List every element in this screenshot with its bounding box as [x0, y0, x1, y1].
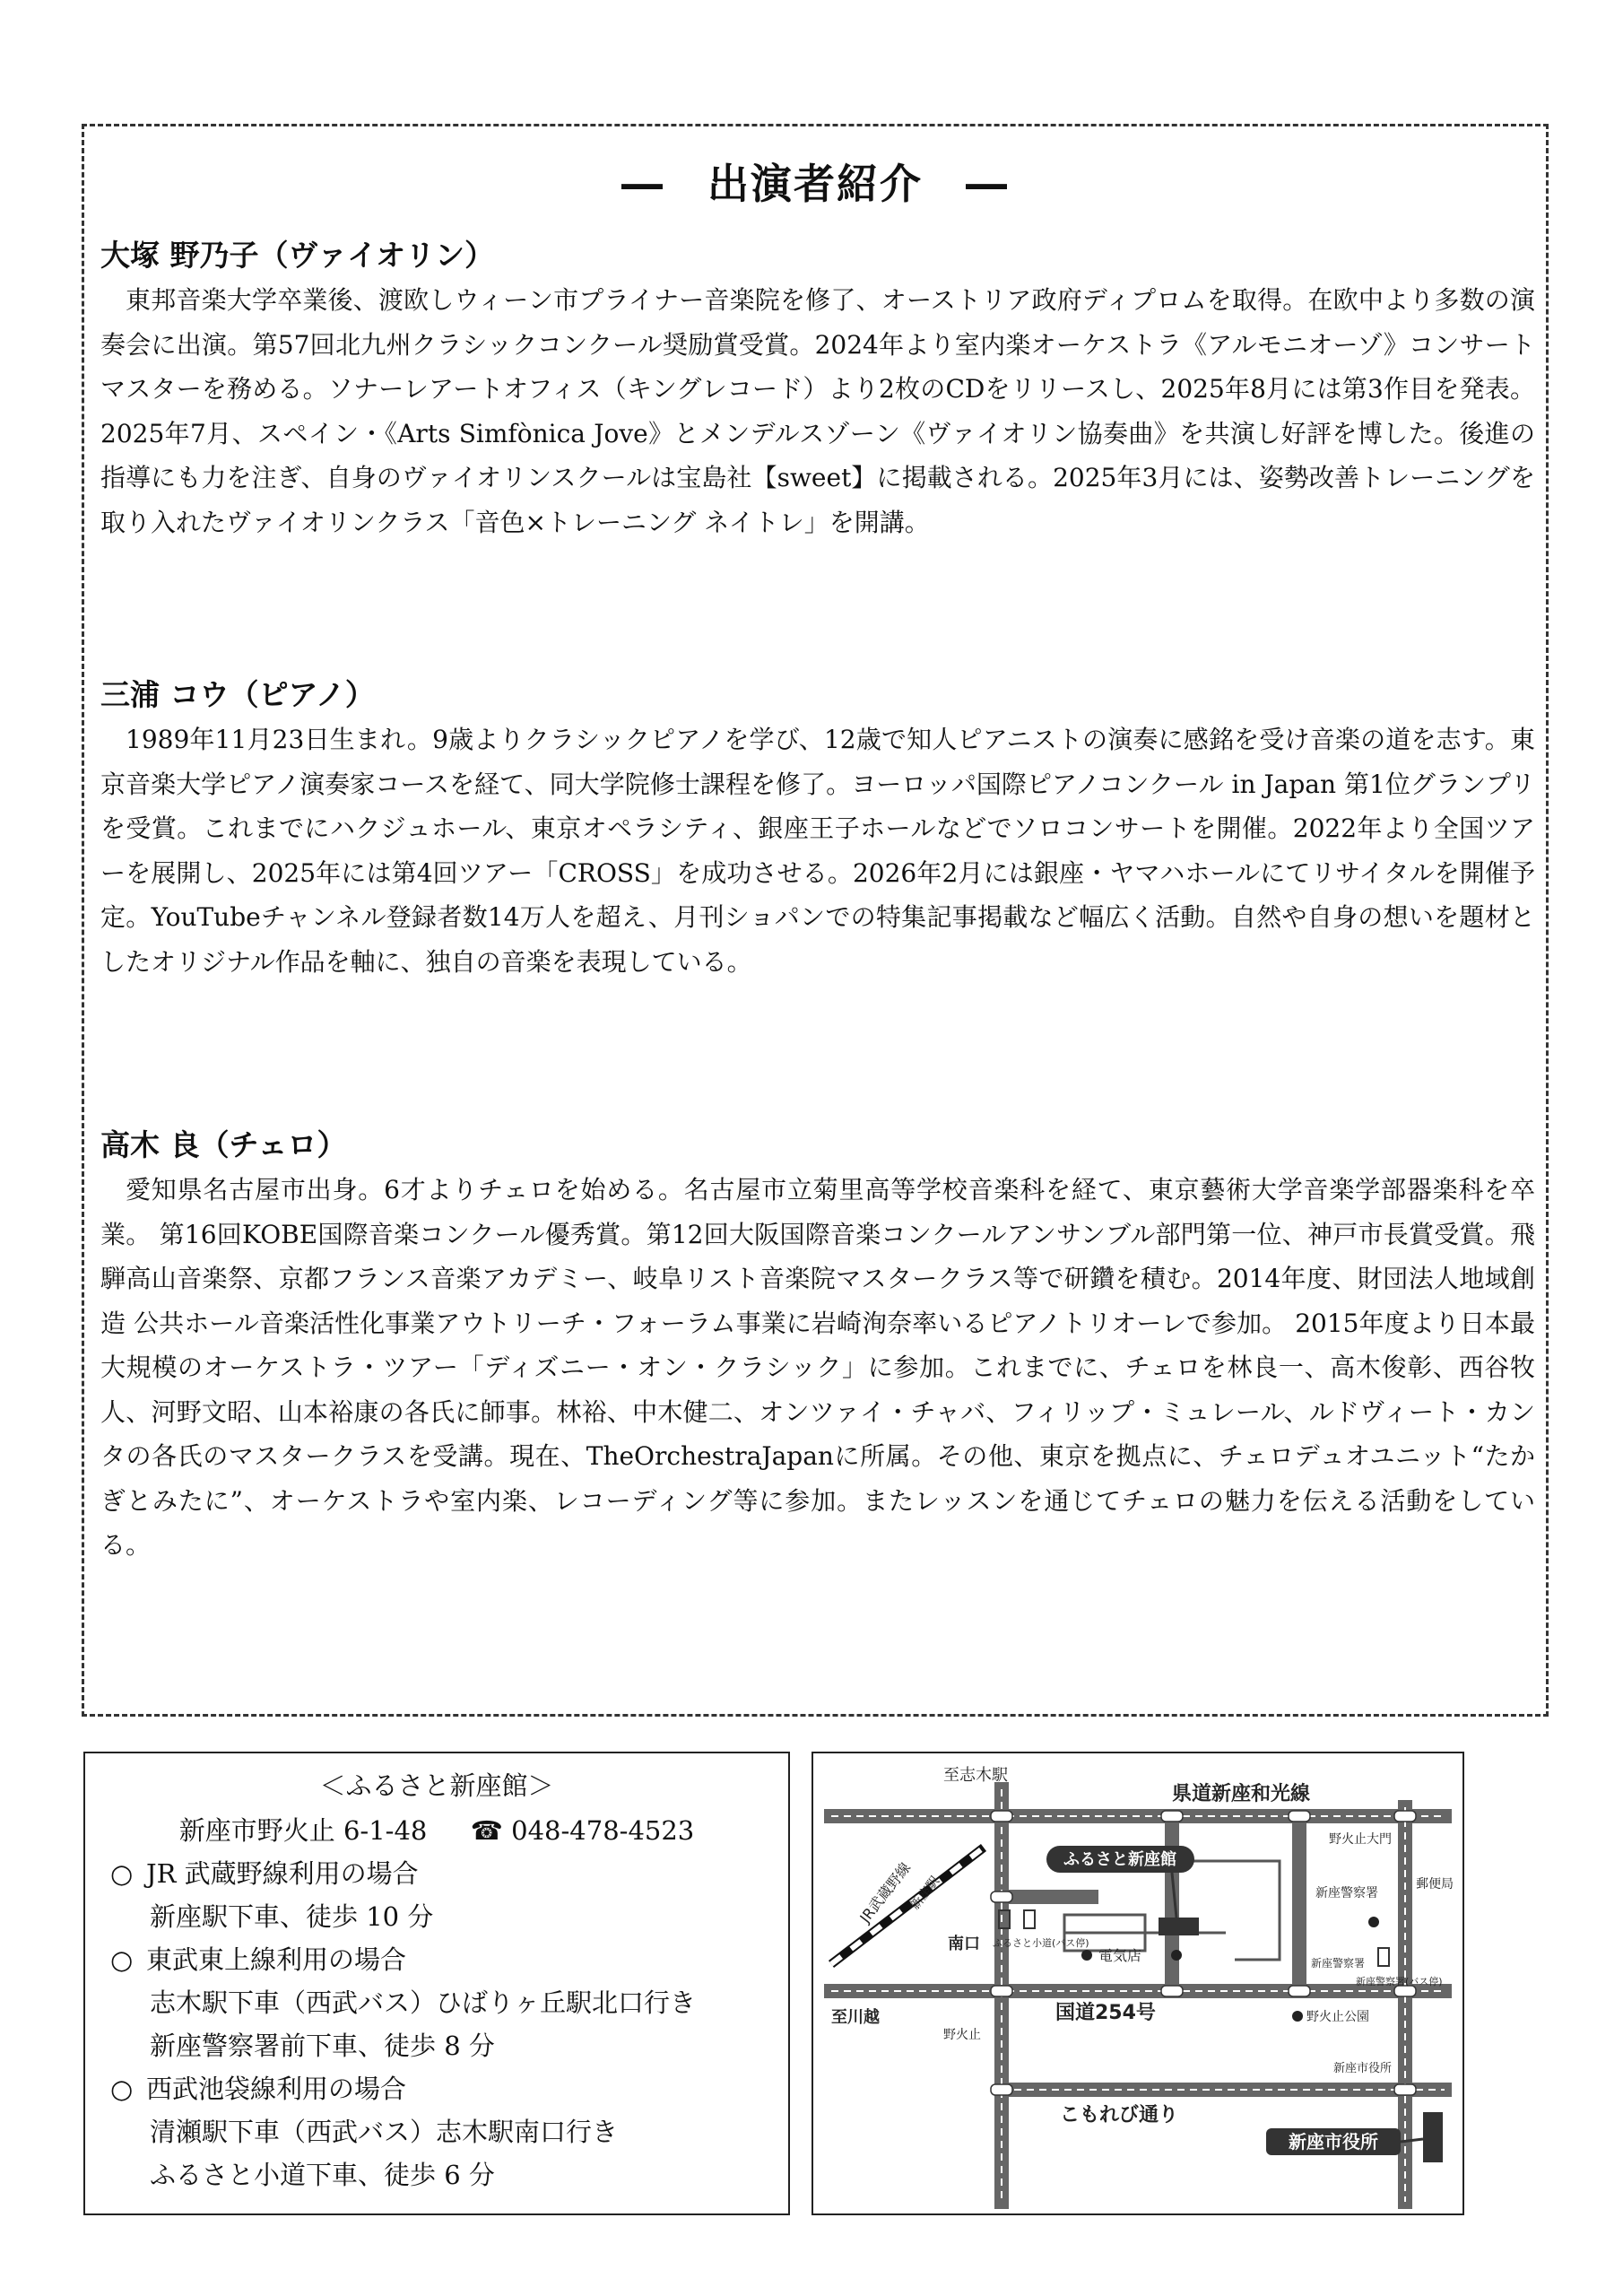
route-bullet: ○ [110, 1944, 134, 1975]
venue-phone: 048-478-4523 [511, 1815, 695, 1846]
venue-address-line [85, 1811, 788, 1848]
profile-bio: 東邦音楽大学卒業後、渡欧しウィーン市プライナー音楽院を修了、オーストリア政府ディプロムを取得。在欧中より多数の演奏会に出演。第57回北九州クラシックコンクール奨励賞受賞。2024年より室内楽オーケストラ《アルモニオーゾ》コンサートマスターを務める。ソナーレアートオフィス（キングレコード）より2枚のCDをリリースし、2025年8月には第3作目を発表。2025年7月、スペイン・《Arts Simfònica Jove》とメンデルスゾーン《ヴァイオリン協奏曲》を共演し好評を博した。後進の指導にも力を注ぎ、自身のヴァイオリンスクールは宝島社【sweet】に掲載される。2025年3月には、姿勢改善トレーニングを取り入れたヴァイオリンクラス「音色×トレーニング ネイトレ」を開講。 [100, 285, 1535, 537]
map-drawing [813, 1753, 1462, 2213]
route-bullet: ○ [110, 1858, 134, 1889]
map-label-city-hall: 新座市役所 [1289, 2131, 1378, 2152]
city-hall-building [1423, 2112, 1443, 2162]
map-label-nobidome: 野火止 [943, 2028, 981, 2042]
profile-name: 三浦 コウ（ピアノ） [100, 677, 375, 712]
map-label-police-stop: 新座警察署(バス停) [1356, 1976, 1443, 1987]
map-label-venue: ふるさと新座館 [1063, 1850, 1176, 1869]
section-title: ― 出演者紹介 ― [621, 160, 1009, 208]
profile-name: 高木 良（チェロ） [100, 1127, 347, 1162]
route-seibu [110, 2067, 618, 2196]
venue-building [1159, 1918, 1199, 1935]
profile-name: 大塚 野乃子（ヴァイオリン） [100, 238, 495, 273]
map-label-national-road: 国道254号 [1055, 2002, 1156, 2024]
map-label-jr-line: JR武蔵野線 [856, 1858, 915, 1926]
access-info-box [83, 1752, 790, 2215]
phone-icon: ☎ [470, 1815, 503, 1846]
route-detail: ふるさと小道下車、徒歩 6 分 [150, 2160, 495, 2190]
route-line: JR 武蔵野線利用の場合 [146, 1858, 419, 1889]
map-label-niiza-station: 新座駅 [907, 1874, 943, 1913]
map-label-furusato-komichi: ふるさと小道(バス停) [993, 1937, 1089, 1949]
map-label-police-intersection: 新座警察署 [1311, 1957, 1366, 1970]
profile-bio: 1989年11月23日生まれ。9歳よりクラシックピアノを学び、12歳で知人ピアニストの演奏に感銘を受け音楽の道を志す。東京音楽大学ピアノ演奏家コースを経て、同大学院修士課程を修了。ヨーロッパ国際ピアノコンクール in Japan 第1位グランプリを受賞。これまでにハクジュホール、東京オペラシティ、銀座王子ホールなどでソロコンサートを開催。2022年より全国ツアーを展開し、2025年には第4回ツアー「CROSS」を成功させる。2026年2月には銀座・ヤマハホールにてリサイタルを開催予定。YouTubeチャンネル登録者数14万人を超え、月刊ショパンでの特集記事掲載など幅広く活動。自然や自身の想いを題材としたオリジナル作品を軸に、独自の音楽を表現している。 [100, 725, 1535, 977]
route-jr [110, 1852, 433, 1938]
map-label-denkiten: 電気店 [1098, 1947, 1142, 1964]
profile-piano [100, 672, 1535, 984]
map-label-nobidome-gate: 野火止大門 [1329, 1832, 1392, 1847]
map-label-komorebi: こもれび通り [1060, 2104, 1179, 2126]
route-line: 西武池袋線利用の場合 [146, 2074, 407, 2104]
map-label-police: 新座警察署 [1315, 1886, 1378, 1900]
map-label-city-hall-small: 新座市役所 [1333, 2062, 1393, 2075]
route-line: 東武東上線利用の場合 [146, 1944, 407, 1975]
map-label-kawagoe: 至川越 [831, 2008, 880, 2027]
map-label-prefectural-road: 県道新座和光線 [1172, 1783, 1311, 1805]
map-label-nobidome-park: 野火止公園 [1306, 2010, 1369, 2024]
map-label-shiki-station: 至志木駅 [943, 1766, 1008, 1785]
profile-bio: 愛知県名古屋市出身。6才よりチェロを始める。名古屋市立菊里高等学校音楽科を経て、東京藝術大学音楽学部器楽科を卒業。 第16回KOBE国際音楽コンクール優秀賞。第12回大阪国際音楽コンクールアンサンブル部門第一位、神戸市長賞受賞。飛騨高山音楽祭、京都フランス音楽アカデミー、岐阜リスト音楽院マスタークラス等で研鑽を積む。2014年度、財団法人地域創造 公共ホール音楽活性化事業アウトリーチ・フォーラム事業に岩崎洵奈率いるピアノトリオーレで参加。 2015年度より日本最大規模のオーケストラ・ツアー「ディズニー・オン・クラシック」に参加。これまでに、チェロを林良一、高木俊彰、西谷牧人、河野文昭、山本裕康の各氏に師事。林裕、中木健二、オンツァイ・チャバ、フィリップ・ミュレール、ルドヴィート・カンタの各氏のマスタークラスを受講。現在、TheOrchestraJapanに所属。その他、東京を拠点に、チェロデュオユニット“たかぎとみたに”、オーケストラや室内楽、レコーディング等に参加。またレッスンを通じてチェロの魅力を伝える活動をしている。 [100, 1175, 1535, 1560]
route-tobu [110, 1938, 696, 2067]
route-detail: 新座駅下車、徒歩 10 分 [150, 1901, 434, 1932]
route-detail: 新座警察署前下車、徒歩 8 分 [150, 2031, 495, 2061]
route-detail: 志木駅下車（西武バス）ひばりヶ丘駅北口行き [150, 1987, 697, 2018]
venue-address: 新座市野火止 6-1-48 [178, 1815, 428, 1846]
map-label-minamiguchi: 南口 [948, 1935, 980, 1953]
profile-violin [100, 232, 1535, 544]
performer-profiles-box [82, 124, 1549, 1717]
map-label-post-office: 郵便局 [1416, 1877, 1454, 1892]
route-bullet: ○ [110, 2074, 134, 2104]
profile-cello [100, 1122, 1535, 1568]
access-map [812, 1752, 1464, 2215]
venue-name: ＜ふるさと新座館＞ [319, 1770, 554, 1801]
route-detail: 清瀬駅下車（西武バス）志木駅南口行き [150, 2117, 619, 2147]
